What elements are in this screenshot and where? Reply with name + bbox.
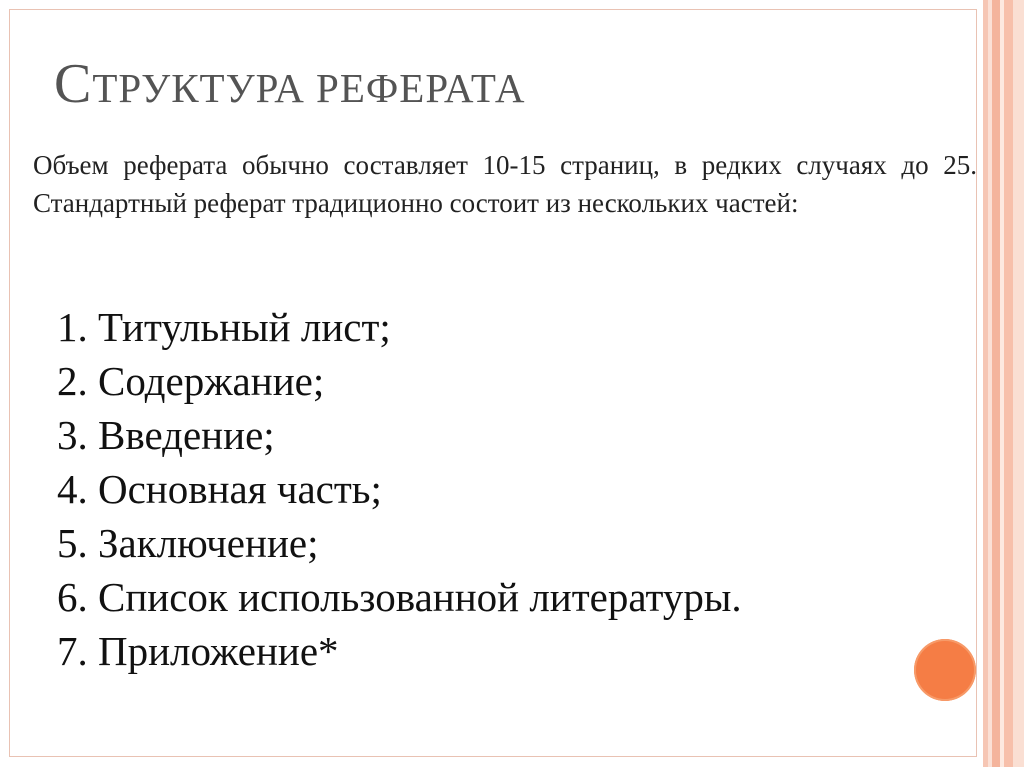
decorative-stripe	[1004, 0, 1013, 767]
list-item: 6. Список использованной литературы.	[57, 574, 742, 620]
slide-title	[54, 52, 526, 116]
decorative-stripe	[992, 0, 1000, 767]
decorative-stripe	[1013, 0, 1024, 767]
list-item: 7. Приложение*	[57, 628, 339, 674]
slide-title-initial: С	[54, 53, 93, 115]
intro-paragraph: Объем реферата обычно составляет 10-15 страниц, в редких случаях до 25. Стандартный реферат традиционно состоит из нескольких частей:	[33, 150, 977, 218]
list-item: 2. Содержание;	[57, 358, 325, 404]
list-item: 3. Введение;	[57, 412, 275, 458]
list-item: 4. Основная часть;	[57, 466, 382, 512]
slide-title-rest: ТРУКТУРА РЕФЕРАТА	[92, 65, 526, 111]
list-item: 1. Титульный лист;	[57, 304, 391, 350]
orange-circle-decoration	[914, 639, 976, 701]
list-item: 5. Заключение;	[57, 520, 319, 566]
structure-list	[57, 300, 742, 678]
